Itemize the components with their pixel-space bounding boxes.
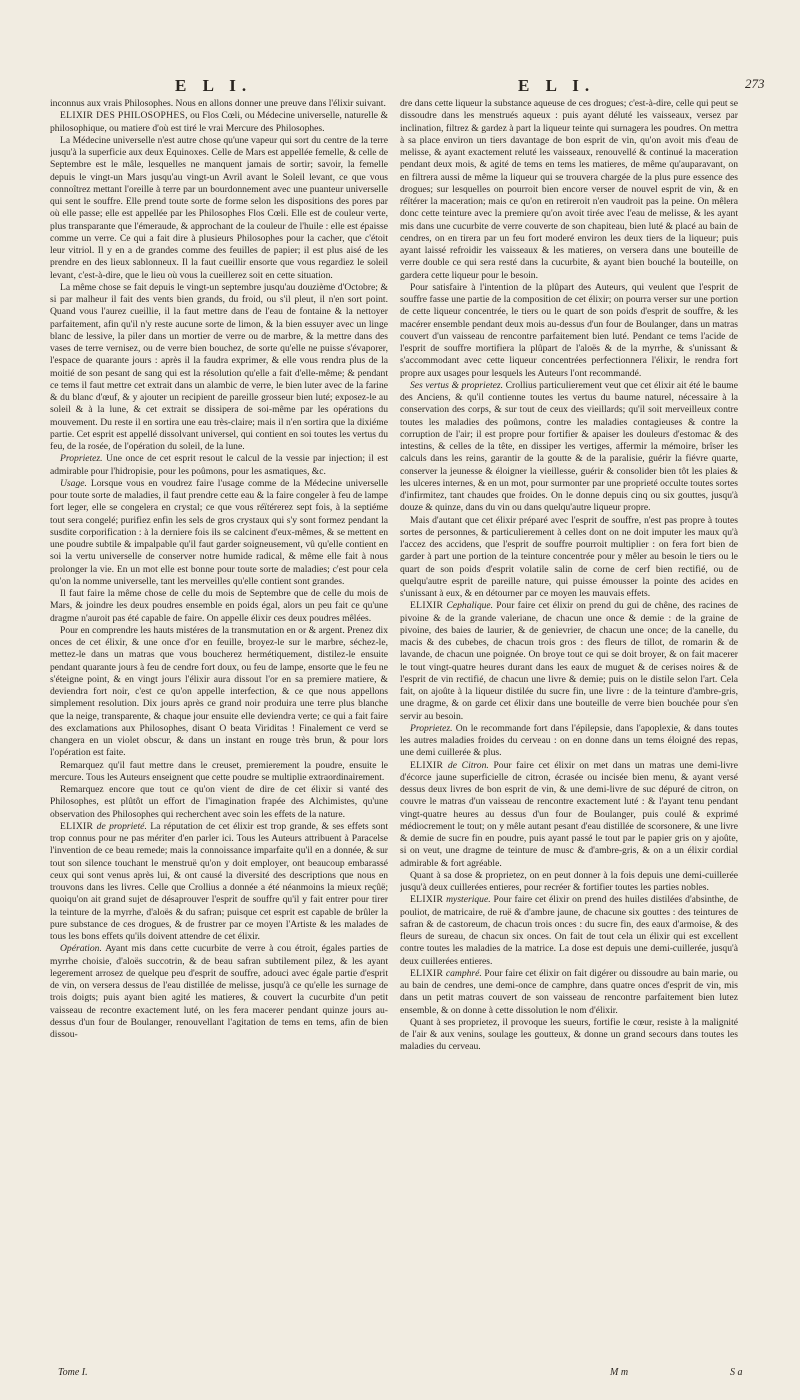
paragraph-text: Mais d'autant que cet élixir préparé avec l'esprit de souffre, n'est pas propre à toutes sortes de personnes, & particulierement à celles dont on ne doit imputer les maux qu'à l'accez des accidens, que l'esprit de souffre pourroit multiplier : on fera fort bien de garder à part une portion de la teinture concentrée pour y mêler au besoin le tiers ou le quart de son poids d'esprit volatile salin de corne de cerf bien rectifié, ou de quelqu'autre esprit de pareille nature, qui puisse émousser la pointe des acides en s'unissant à eux, & en détourner par ce moyen les mauvais effets.	[400, 514, 738, 599]
paragraph	[50, 453, 388, 478]
entry-subheading: Ses vertus & proprietez.	[410, 379, 504, 391]
paragraph-text: On le recommande fort dans l'épilepsie, dans l'apoplexie, & dans toutes les autres maladies froides du cerveau : on en donne dans un tems éloigné des repas, une demi cuillerée & plus.	[400, 722, 738, 759]
paragraph-text: Pour faire cet élixir on met dans un matras une demi-livre d'écorce jaune superficielle de citron, écrasée ou incisée bien menu, & ayant versé dessus deux livres de bon esprit de vin, & une demi-livre de suc dépuré de citron, on couvre le matras d'un vaisseau de rencontre exactement luté : & l'ayant tenu pendant vingt-quatre heures au dessus d'un four de Boulanger, puis coulé & exprimé médiocrement le tout; on y mêle autant pesant d'eau distillée de scorsonere, & une livre & demie de sucre fin en poudre, puis ayant passé le tout par le papier gris on y ajoûte, si on veut, une dragme de teinture de musc & d'ambre-gris, & on a un élixir cordial admirable & fort agréable.	[400, 759, 738, 869]
paragraph	[50, 282, 388, 454]
paragraph-text: , ou Flos Cœli, ou Médecine universelle, naturelle & philosophique, ou matiere d'où est tiré le vrai Mercure des Philosophes.	[50, 110, 388, 134]
paragraph	[400, 760, 738, 870]
paragraph-text: La même chose se fait depuis le vingt-un septembre jusqu'au douzième d'Octobre; & si par malheur il fait des vents bien grands, du froid, ou s'il pleut, il n'en sort point. Quand vous l'aurez cueillie, il la faut mettre dans de l'eau de fontaine & la nettoyer parfaitement, afin qu'il n'y reste aucune sorte de limon, & la bien essuyer avec un linge blanc de lessive, la piler dans un mortier de verre ou de marbre, & la mettre dans des vases de terre vernisez, ou de verre bien bouchez, de sorte qu'elle ne puisse s'évaporer, l'espace de quarante jours : après il la faudra exprimer, & elle vous rendra plus de la moitié de son pesant de sang qui est la résolution qu'elle a fait d'elle-même; & pendant ce tems il faut mettre cet extrait dans un alambic de verre, le bien luter avec de la farine & du blanc d'œuf, & y ajouter un recipient de pareille grosseur bien luté; exposez-le au soleil & à la lune, & cet extrait se dissipera de soi-même par les opérations du mouvement. Du reste il en sortira une eau très-claire; mais il n'en sortira que la dixiéme partie. Cet esprit est appellé dissolvant universel, qui contient en soi toutes les vertus du feu, de la rosée, de l'opération du soleil, de la lune.	[50, 281, 388, 452]
paragraph	[50, 478, 388, 588]
entry-heading: ELIXIR	[410, 600, 444, 612]
entry-heading: ELIXIR	[410, 759, 444, 771]
entry-subheading: mysterique.	[443, 894, 491, 906]
entry-subheading: Opération.	[60, 943, 102, 955]
paragraph-text: Quant à sa dose & proprietez, on en peut donner à la fois depuis une demi-cuillerée jusqu'à deux cuillerées entieres, pour recréer & fortifier toutes les parties nobles.	[400, 869, 738, 893]
paragraph	[50, 135, 388, 282]
paragraph-text: inconnus aux vrais Philosophes. Nous en allons donner une preuve dans l'élixir suivant.	[50, 98, 386, 109]
entry-heading: ELIXIR	[60, 820, 94, 832]
paragraph	[50, 784, 388, 821]
paragraph	[400, 380, 738, 515]
paragraph-text: dre dans cette liqueur la substance aqueuse de ces drogues; c'est-à-dire, celle qui peut se dissoudre dans les menstrués aqueux : puis ayant déluté les vaisseaux, versez par inclination, filtrez & gardez à part la liqueur teinte qui surnagera les poudres. On mettra à sa place environ un tiers davantage de bon esprit de vin, qu'on avoit mis d'eau de melisse, & ayant exactement reluté les vaisseaux, renouvellé & continué la maceration pendant deux mois, & agité de tems en tems les matieres, de même qu'auparavant, on en filtrera aussi de même la liqueur qui se trouvera chargée de la plus pure essence des drogues; sur lesquelles on pourroit bien encore verser de nouvel esprit de vin, & en réïtérer la maceration; mais ce qu'on en retireroit n'en vaudroit pas la peine. On mêlera donc cette teinture avec la premiere qu'on avoit tirée avec l'eau de melisse, & les ayant mis dans une cucurbite de verre couverte de son chapiteau, bien luté & placé au bain de cendres, on en tirera par un feu fort moderé environ les deux tiers de la liqueur; puis ayant laissé refroidir les vaisseaux & les matieres, on versera dans une bouteille de verre double ce qui sera resté dans la cucurbite, & ayant bien bouché la bouteille, on gardera cette liqueur pour le besoin.	[400, 98, 738, 281]
paragraph-text: Pour en comprendre les hauts mistéres de la transmutation en or & argent. Prenez dix onces de cet élixir, & une once d'or en feuille, broyez-le sur le marbre, séchez-le, mettez-le dans un matras que vous boucherez hermétiquement, distilez-le ensuite pendant quarante jours à feu de cendre fort doux, ou feu de lampe, ensorte que le feu ne s'éteigne point, & en vingt jours l'élixir aura dissout l'or en sa premiere matiere, & deviendra fort noir, c'est ce qu'on appelle interfection, & ce que nous appellons simplement resolution. Dix jours après ce grand noir produira une terre plus blanche que la neige, transparente, & chaque jour ensuite elle deviendra verte; ce qui a fait faire des exclamations aux Philosophes, disant O beata Viriditas ! Finalement ce verd se changera en un violet obscur, & dans un instant en rouge très brun, & pour lors l'opération est faite.	[50, 624, 388, 759]
entry-subheading: de proprieté.	[93, 820, 147, 832]
paragraph	[400, 282, 738, 380]
entry-heading: ELIXIR	[410, 894, 444, 906]
entry-subheading: Proprietez.	[410, 722, 453, 734]
paragraph-text: Crollius particulierement veut que cet élixir ait été le baume des Anciens, & qu'il contienne toutes les vertus du baume naturel, nécessaire à la conservation des corps, & sur tout de ceux des vieillards; qu'il soit merveilleux contre toutes les maladies des poûmons, contre les maladies contagieuses & contre la corruption de l'air; il est propre pour fortifier & apaiser les douleurs d'estomac & des intestins, & celles de la tête, en dissiper les vertiges, affermir la mémoire, brîser les calculs dans les reins, garantir de la goutte & de la paralisie, guérir la fiévre quarte, conserver la jeunesse & éloigner la vieillesse, guérir & consolider bien tôt les plaies & les ulceres internes, & en un mot, pour surmonter par une proprieté occulte toutes sortes d'infirmitez, tant chaudes que froides. On le donne depuis cinq ou six gouttes, jusqu'à douze & quinze, dans du vin ou dans quelqu'autre liqueur propre.	[400, 379, 738, 514]
running-header-left: E L I.	[175, 76, 253, 95]
page-number: 273	[745, 76, 765, 91]
paragraph-text: Une once de cet esprit resout le calcul de la vessie par injection; il est admirable pour l'hidropisie, pour les poûmons, pour les asmatiques, &c.	[50, 453, 388, 477]
paragraph	[50, 625, 388, 760]
paragraph	[50, 943, 388, 1041]
paragraph-text: Remarquez encore que tout ce qu'on vient de dire de cet élixir si vanté des Philosophes, est plûtôt un effort de l'imagination frapée des Alchimistes, qu'une observation des Philosophes qui recherchent avec soin les effets de la nature.	[50, 784, 388, 820]
paragraph	[50, 760, 388, 785]
paragraph-text: La Médecine universelle n'est autre chose qu'une vapeur qui sort du centre de la terre jusqu'à la superficie aux deux Equinoxes. Celle de Mars est appellée femelle, & celle de Septembre est le mâle, lesquelles ne manquent jamais de sortir; savoir, la femelle depuis le vingt-un Mars jusqu'au vingt-un Avril avant le Soleil levant, ce que vous connoîtrez mettant l'oreille à terre par un bourdonnement avec une puanteur universelle qui sent le souffre. Elle prend toute sorte de forme selon les dispositions des pores par où elle passe; elle est appellée par les Philosophes Flos Cœli. Elle est de couleur verte, plus transparante que l'émeraude, & approchant de la couleur de l'huile : elle est épaisse comme un verre. Ce qui a fait dire à plusieurs Philosophes pour la cacher, que c'étoit leur vitriol. Il y en a de grandes comme des feuilles de papier; il est plus aisé de les prendre en des lieux sablonneux. Il la faut cueillir ensorte que vous regardiez le soleil levant, c'est-à-dire, que le lieu où vous la cueillerez soit en cette situation.	[50, 134, 388, 281]
paragraph	[400, 98, 738, 282]
entry-heading: ELIXIR	[410, 967, 444, 979]
entry-subheading: Proprietez.	[60, 453, 103, 465]
paragraph-text: Il faut faire la même chose de celle du mois de Septembre que de celle du mois de Mars, & joindre les deux poudres ensemble en poids égal, alors un peu fait ce qu'une dragme n'auroit pas été capable de faire. On appelle élixir ces deux poudres mêlées.	[50, 588, 388, 624]
entry-subheading: de Citron.	[443, 759, 489, 771]
paragraph	[400, 1017, 738, 1054]
paragraph	[50, 98, 388, 110]
paragraph	[400, 894, 738, 968]
paragraph-text: Pour satisfaire à l'intention de la plûpart des Auteurs, qui veulent que l'esprit de souffre fasse une partie de la composition de cet élixir; on pourra verser sur une portion de cette liqueur concentrée, le tiers ou le quart de son poids d'esprit de souffre, & les macérer ensemble pendant deux mois au-dessus d'un four de Boulanger, dans un matras couvert d'un vaisseau de rencontre parfaitement bien luté. Pendant ce tems l'acide de l'esprit de souffre mortifiera la plûpart de l'aloës & de la myrrhe, & s'unissant & s'accommodant avec cette liqueur concentrées perfectionnera l'élixir, le rendra fort propre aux usages pour lesquels les Auteurs l'ont recommandé.	[400, 281, 738, 379]
paragraph	[400, 870, 738, 895]
left-column	[50, 98, 388, 1360]
signature-mark: M m	[610, 1367, 629, 1378]
entry-subheading: Usage.	[60, 477, 87, 489]
paragraph-text: Quant à ses proprietez, il provoque les sueurs, fortifie le cœur, resiste à la malignité de l'air & aux venins, soulage les goutteux, & donne un grand secours dans toutes les maladies du cerveau.	[400, 1016, 738, 1053]
paragraph-text: Remarquez qu'il faut mettre dans le creuset, premierement la poudre, ensuite le mercure. Tous les Auteurs enseignent que cette poudre se multiplie extraordinairement.	[50, 759, 388, 783]
paragraph	[50, 588, 388, 625]
paragraph-text: Ayant mis dans cette cucurbite de verre à cou étroit, égales parties de myrrhe choisie, d'aloës succotrin, & de beau safran subtilement pilez, & les ayant legerement arrosez de quelque peu d'esprit de souffre, adouci avec égale partie d'esprit de vin, on versera dessus de l'eau distillée de melisse, jusqu'à ce qu'elle les surnage de trois doigts; puis ayant bien agité les matieres, & couvert la cucurbite d'un petit vaisseau de recontre exactement luté, on les fera macerer pendant quinze jours au-dessus d'un four de Boulanger, renouvellant l'agitation de tems en tems, afin de bien dissou-	[50, 943, 388, 1040]
paragraph	[50, 821, 388, 944]
paragraph	[400, 723, 738, 760]
right-column	[400, 98, 738, 1360]
paragraph	[400, 968, 738, 1017]
paragraph	[50, 110, 388, 135]
paragraph	[400, 515, 738, 601]
volume-mark: Tome I.	[58, 1367, 88, 1378]
paragraph-text: Lorsque vous en voudrez faire l'usage comme de la Médecine universelle pour toute sorte de maladies, il faut prendre cette eau & la faire congeler à feu de lampe fort leger, elle se congelera en crystal; ce que vous réïtérerez sept fois, à la septiéme tout sera congelé; purifiez enfin les sels de gros crystaux qui s'y sont formez pendant la susdite corporification : à la derniere fois ils se calcinent d'eux-mêmes, & se mettent en une poudre subtile & impalpable qu'il faut garder soigneusement, vû qu'elle contient en soi la vertu universelle de conserver notre humide radical, & même elle fait à nous prolonger la vie. En un mot elle est bonne pour toute sorte de maladies; c'est pour cela qu'on la nomme universelle, tant les merveilles qu'elle contient sont grandes.	[50, 477, 388, 587]
entry-subheading: camphré.	[443, 967, 482, 979]
entry-subheading: Cephalique.	[443, 600, 494, 612]
paragraph	[400, 600, 738, 723]
paragraph-text: Pour faire cet élixir on prend des huiles distilées d'absinthe, de pouliot, de matricaire, de ruë & d'ambre jaune, de chacune six gouttes : des teintures de safran & de castoreum, de chacun trois onces : du sucre fin, des eaux d'armoise, & des fleurs de sureau, de chacun six onces. On fait de tout cela un élixir qui est excellent contre toutes les maladies de la matrice. La dose est depuis une demi-cuillerée, jusqu'à deux cuillerées entieres.	[400, 894, 738, 967]
paragraph-text: La réputation de cet élixir est trop grande, & ses effets sont trop connus pour ne pas mériter d'en parler ici. Tous les Auteurs attribuent à Paracelse l'invention de ce beau remede; mais la connoissance imparfaite qu'il en a donnée, & sur tout son silence touchant le menstruë qu'on y doit employer, ont beaucoup embarassé ceux qui sont venus après lui, & ont causé la diversité des descriptions que nous en trouvons dans les livres. Celle que Crollius a donnée a été néanmoins la mieux reçûë; quoiqu'on ait grand sujet de désaprouver l'esprit de souffre qu'il y fait entrer pour tirer la teinture de la myrrhe, d'aloës & du safran; puisque cet esprit est capable de brûler la pure substance de ces drogues, & de frustrer par ce moyen l'Artiste & les malades de tous les bons effets qu'ils doivent attendre de cet élixir.	[50, 820, 388, 942]
entry-heading: ELIXIR DES PHILOSOPHES	[60, 110, 186, 122]
paragraph-text: Pour faire cet élixir on prend du gui de chêne, des racines de pivoine & de la grande valeriane, de chacun une once & demie : de la graine de pivoine, des baies de laurier, & de genievrier, de chacun une once; de la canelle, du macis & des cubebes, de chacun trois gros : des fleurs de tillot, de romarin & de lavande, de chacun une poignée. On broye tout ce qui se doit broyer, & on fait macerer le tout vingt-quatre heures durant dans les eaux de muguet & de cerises noires & de l'esprit de vin rectifié, de chacun une livre & demie; puis on le distile selon l'art. Cela fait, on ajoûte à la liqueur distilée du sucre fin, une livre : de la teinture d'ambre-gris, une dragme, & on garde cet élixir dans une bouteille de verre bien bouchée pour s'en servir au besoin.	[400, 600, 738, 722]
paragraph-text: Pour faire cet élixir on fait digérer ou dissoudre au bain marie, ou au bain de cendres, une demi-once de camphre, dans quatre onces d'esprit de vin, mis dans un petit matras couvert de son vaisseau de rencontre parfaitement bien lutez ensemble, & on donne à cette dissolution le nom d'élixir.	[400, 967, 738, 1016]
running-header-right: E L I.	[518, 76, 596, 95]
catchword: S a	[730, 1367, 743, 1378]
